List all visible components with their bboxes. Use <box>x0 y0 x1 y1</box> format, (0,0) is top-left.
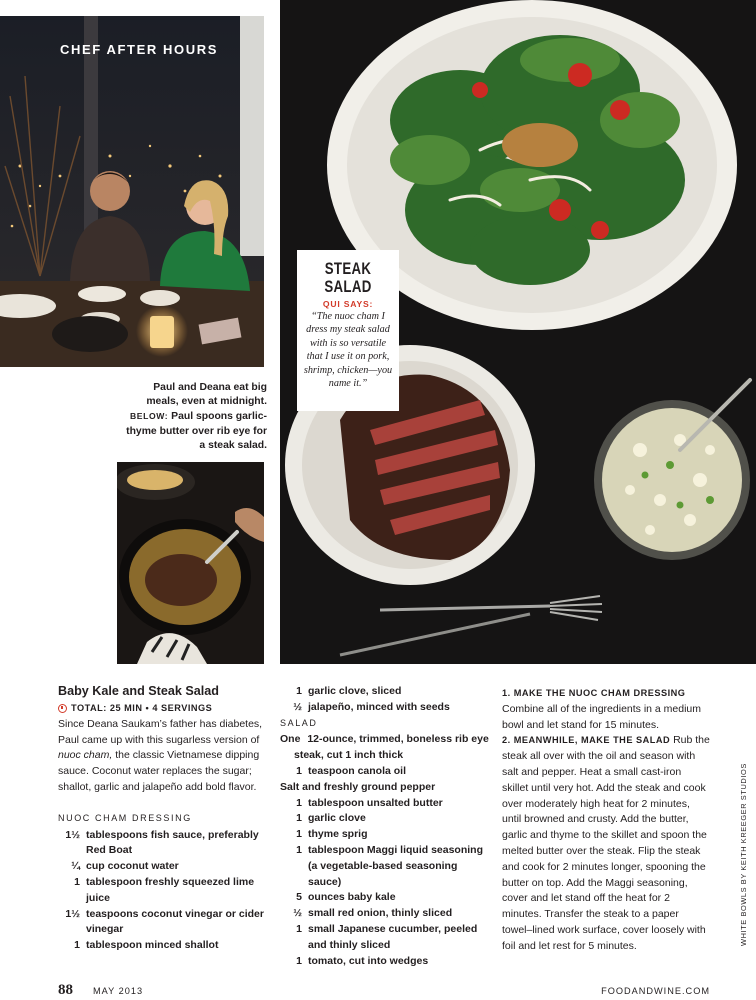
ingredient-text: thyme sprig <box>308 828 368 841</box>
ingredient-text: tomato, cut into wedges <box>308 954 429 967</box>
section-kicker: CHEF AFTER HOURS <box>60 42 219 57</box>
salad-ingredients <box>280 732 492 969</box>
ingredient-qty: ½ <box>293 907 302 920</box>
website: FOODANDWINE.COM <box>601 986 710 996</box>
step-heading: 2. MEANWHILE, MAKE THE SALAD <box>502 735 671 746</box>
ingredient-qty: 1 <box>296 922 302 935</box>
ingredient-text: ounces baby kale <box>308 891 396 904</box>
ingredient-row <box>280 906 492 922</box>
ingredient-text: jalapeño, minced with seeds <box>308 700 450 713</box>
ingredient-row <box>58 828 268 860</box>
ingredient-row <box>280 922 492 954</box>
ingredient-text: small red onion, thinly sliced <box>308 907 453 920</box>
ingredient-text: teaspoon canola oil <box>308 764 407 777</box>
clock-icon <box>58 704 67 713</box>
ingredient-row <box>280 796 492 812</box>
ingredient-row <box>58 859 268 875</box>
skillet-photo <box>117 462 264 664</box>
quote-title-line1: STEAK <box>324 259 372 278</box>
ingredient-qty: 1 <box>296 812 302 825</box>
ingredient-qty: 1½ <box>65 907 80 920</box>
step-text: Combine all of the ingredients in a medium bowl and let stand for 15 minutes. <box>502 702 702 731</box>
ingredient-text: tablespoon unsalted butter <box>308 796 443 809</box>
ingredient-text: One 12-ounce, trimmed, boneless rib eye steak, cut 1 inch thick <box>280 733 489 762</box>
recipe-column-2 <box>280 684 492 969</box>
recipe-steps <box>502 686 710 955</box>
ingredient-qty: 1 <box>296 828 302 841</box>
quote-title <box>313 260 383 296</box>
ingredient-text: tablespoon minced shallot <box>86 939 219 952</box>
quote-label: QUI SAYS: <box>322 299 374 309</box>
recipe-title: Baby Kale and Steak Salad <box>58 684 219 698</box>
recipe-intro <box>58 717 268 796</box>
section-label-nuoc: NUOC CHAM DRESSING <box>58 812 192 823</box>
intro-italic: nuoc cham, <box>58 749 113 762</box>
ingredient-qty: 1 <box>296 954 302 967</box>
intro-text-1: Since Deana Saukam’s father has diabetes, Paul came up with this sugarless version of <box>58 717 263 746</box>
nuoc-cham-ingredients-cont <box>280 684 492 716</box>
intro-text-2: the classic Vietnamese dipping sauce. Coconut water replaces the sugar; shallot, garlic and jalapeño add bold flavor. <box>58 749 260 793</box>
ingredient-row <box>280 684 492 700</box>
quote-title-line2: SALAD <box>324 277 372 296</box>
ingredient-row <box>280 890 492 906</box>
photo-credit: WHITE BOWLS BY KEITH KREEGER STUDIOS <box>739 763 748 946</box>
nuoc-cham-ingredients <box>58 828 268 954</box>
step-heading: 1. MAKE THE NUOC CHAM DRESSING <box>502 688 686 698</box>
photo-caption <box>126 381 267 453</box>
ingredient-row <box>280 700 492 716</box>
ingredient-qty: 1 <box>296 685 302 697</box>
ingredient-row <box>280 780 492 796</box>
issue-date: MAY 2013 <box>93 986 144 996</box>
ingredient-text: cup coconut water <box>86 860 179 873</box>
recipe-column-1 <box>58 684 268 954</box>
ingredient-row <box>58 938 268 954</box>
quote-text: “The nuoc cham I dress my steak salad with is so versatile that I use it on pork, shrimp, chicken—you name it.” <box>303 311 393 390</box>
ingredient-qty: ¼ <box>71 860 80 873</box>
recipe-step <box>502 686 710 733</box>
ingredient-text: small Japanese cucumber, peeled and thinly sliced <box>308 922 478 951</box>
ingredient-text: garlic clove, sliced <box>308 685 402 697</box>
ingredient-text: Salt and freshly ground pepper <box>280 780 436 793</box>
ingredient-row <box>58 907 268 939</box>
ingredient-row <box>280 811 492 827</box>
caption-line1: Paul and Deana eat big meals, even at midnight. <box>146 382 267 408</box>
ingredient-row <box>280 732 492 764</box>
ingredient-text: tablespoon Maggi liquid seasoning (a vegetable-based seasoning sauce) <box>308 843 484 888</box>
recipe-total <box>58 701 268 717</box>
ingredient-row <box>280 843 492 890</box>
ingredient-qty: 5 <box>296 891 302 904</box>
caption-line2: Paul spoons garlic-thyme butter over rib eye for a steak salad. <box>126 411 267 451</box>
ingredient-text: garlic clove <box>308 812 366 825</box>
ingredient-row <box>58 875 268 907</box>
ingredient-qty: 1 <box>74 875 80 888</box>
ingredient-qty: 1 <box>296 796 302 809</box>
ingredient-qty: 1 <box>296 764 302 777</box>
ingredient-qty: One <box>280 733 301 746</box>
steak-salad-quote-box <box>297 250 399 411</box>
recipe-column-3 <box>502 686 710 955</box>
caption-below-label: BELOW: <box>129 411 169 422</box>
ingredient-row <box>280 827 492 843</box>
ingredient-text: teaspoons coconut vinegar or cider vinegar <box>86 907 264 936</box>
ingredient-text: tablespoon freshly squeezed lime juice <box>86 875 255 904</box>
ingredient-row <box>280 764 492 780</box>
page-number: 88 <box>58 982 73 998</box>
ingredient-row <box>280 954 492 970</box>
chef-dinner-photo <box>0 16 264 367</box>
ingredient-qty: 1½ <box>65 828 80 841</box>
recipe-step <box>502 733 710 954</box>
step-text: Rub the steak all over with the oil and season with salt and pepper. Heat a small cast-iron skillet until very hot. Add the steak and cook over moderately high heat for 2 minutes, until browned and crusty. Add the butter, garlic and thyme to the skillet and spoon the melted butter over the steak. Flip the steak and cook for 2 minutes longer, spooning the butter on top. Add the Maggi seasoning, cover and let stand off the heat for 2 minutes. Transfer the steak to a paper towel–lined work surface, cover loosely with foil and let rest for 5 minutes. <box>502 734 710 952</box>
ingredient-qty: 1 <box>74 939 80 952</box>
recipe-total-text: TOTAL: 25 MIN • 4 SERVINGS <box>71 703 213 713</box>
ingredient-text: tablespoons fish sauce, preferably Red Boat <box>86 828 259 857</box>
ingredient-qty: ½ <box>293 700 302 713</box>
ingredient-qty: 1 <box>296 843 302 856</box>
section-label-salad: SALAD <box>280 717 318 728</box>
